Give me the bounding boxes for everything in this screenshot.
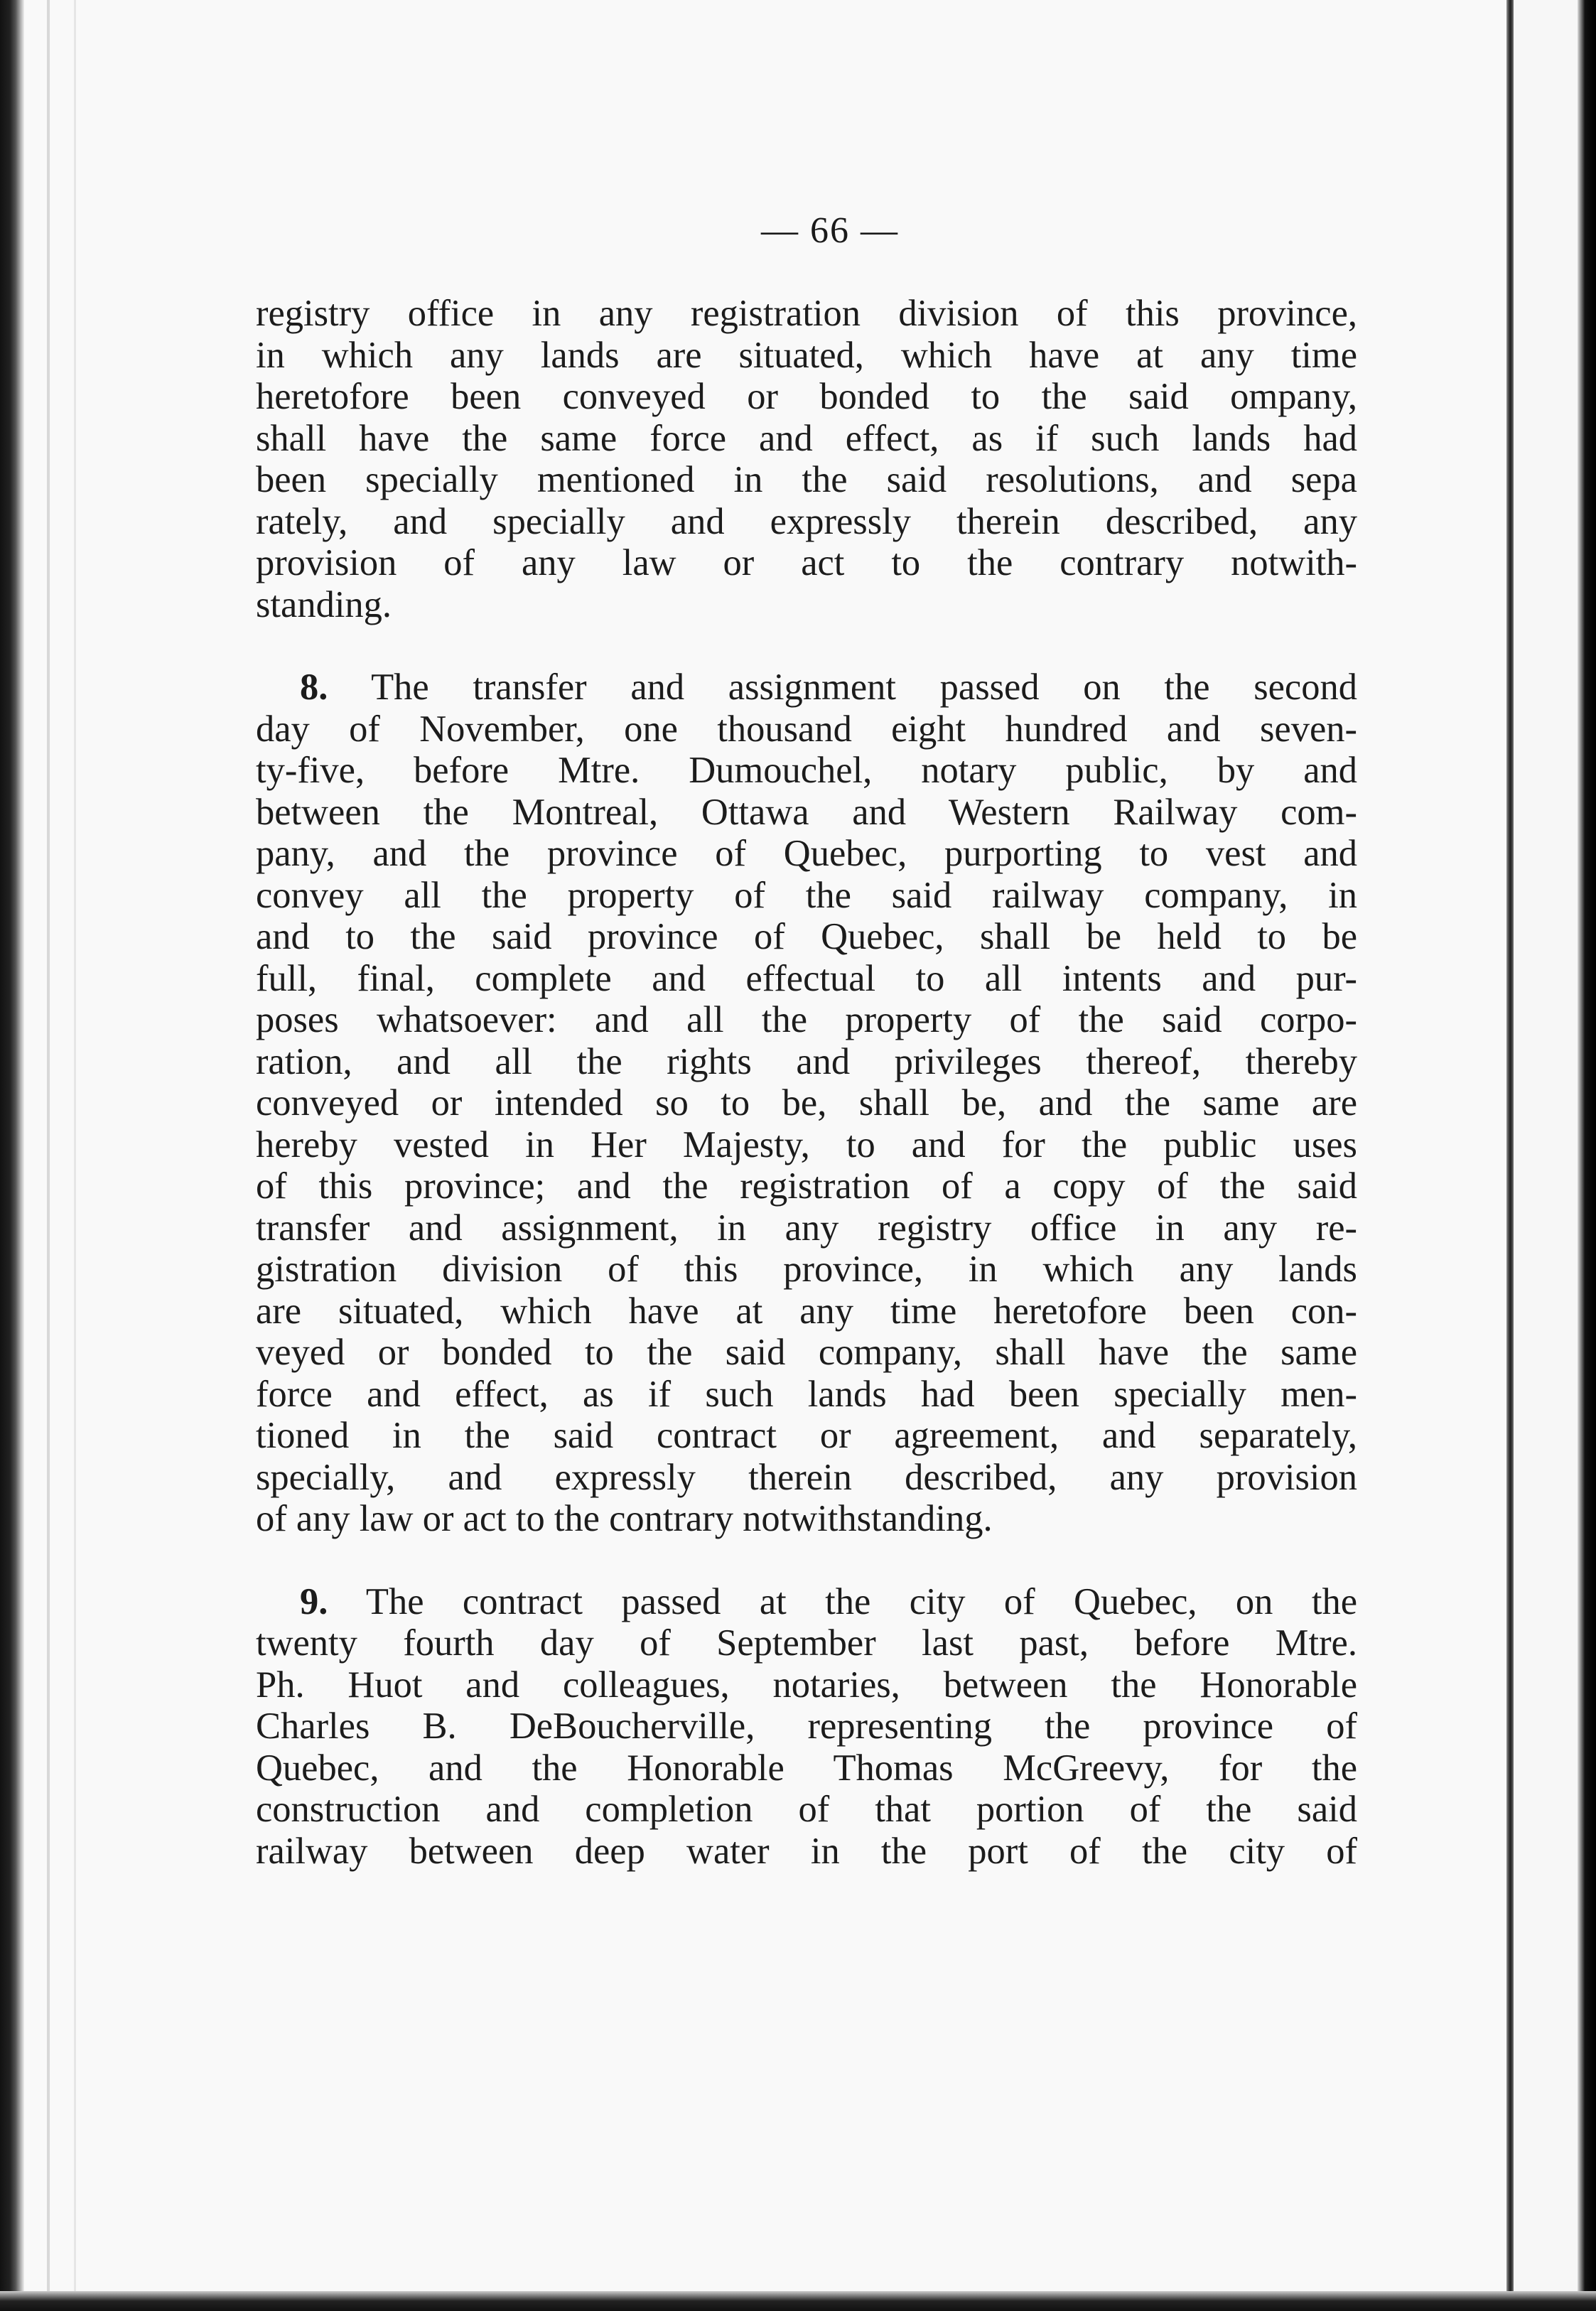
text-line: Quebec, and the Honorable Thomas McGreevy, for the <box>256 1747 1357 1789</box>
text-line: been specially mentioned in the said resolutions, and sepa <box>256 459 1357 500</box>
text-line: specially, and expressly therein described, any provision <box>256 1456 1357 1498</box>
text-line: hereby vested in Her Majesty, to and for the public uses <box>256 1124 1357 1165</box>
bottom-edge <box>0 2291 1596 2311</box>
section-number: 9. <box>300 1580 328 1622</box>
text-line: between the Montreal, Ottawa and Western Railway com- <box>256 791 1357 833</box>
text-line: gistration division of this province, in which any lands <box>256 1249 1357 1290</box>
text-line: pany, and the province of Quebec, purporting to vest and <box>256 833 1357 874</box>
text-line: twenty fourth day of September last past, before Mtre. <box>256 1622 1357 1664</box>
text-line: Charles B. DeBoucherville, representing the province of <box>256 1706 1357 1747</box>
page-edge-line <box>74 0 76 2311</box>
text-line: force and effect, as if such lands had been specially men- <box>256 1373 1357 1415</box>
text-line: Ph. Huot and colleagues, notaries, between the Honorable <box>256 1664 1357 1706</box>
body-text <box>256 293 1357 1872</box>
page-fold <box>1506 0 1514 2311</box>
text-line: and to the said province of Quebec, shall be held to be <box>256 916 1357 957</box>
page-edge-line <box>47 0 50 2311</box>
text-line: rately, and specially and expressly therein described, any <box>256 500 1357 542</box>
text-line: day of November, one thousand eight hundred and seven- <box>256 708 1357 750</box>
text-line: railway between deep water in the port of the city of <box>256 1830 1357 1872</box>
binding-edge <box>0 0 24 2311</box>
text-line: registry office in any registration division of this province, <box>256 293 1357 334</box>
right-edge <box>1578 0 1596 2311</box>
paragraph-gap <box>256 1540 1357 1581</box>
text-line: in which any lands are situated, which have at any time <box>256 334 1357 376</box>
text-line: veyed or bonded to the said company, shall have the same <box>256 1332 1357 1373</box>
section-number: 8. <box>300 667 328 708</box>
text-line: ty-five, before Mtre. Dumouchel, notary public, by and <box>256 750 1357 791</box>
text-line: shall have the same force and effect, as if such lands had <box>256 417 1357 459</box>
text-line: tioned in the said contract or agreement, and separately, <box>256 1415 1357 1456</box>
paragraph-gap <box>256 625 1357 667</box>
text-line: heretofore been conveyed or bonded to the said ompany, <box>256 376 1357 417</box>
page-number: — 66 — <box>761 210 899 251</box>
text-line: conveyed or intended so to be, shall be, and the same are <box>256 1082 1357 1124</box>
text-line: construction and completion of that portion of the said <box>256 1789 1357 1830</box>
text-line: standing. <box>256 583 392 625</box>
text-line: full, final, complete and effectual to all intents and pur- <box>256 957 1357 999</box>
section-first-line <box>256 667 1357 709</box>
text-line: of this province; and the registration of a copy of the said <box>256 1165 1357 1207</box>
text-line: transfer and assignment, in any registry office in any re- <box>256 1207 1357 1249</box>
text-line: The contract passed at the city of Quebec, on the <box>365 1580 1357 1622</box>
text-line: of any law or act to the contrary notwithstanding. <box>256 1498 993 1539</box>
text-line: poses whatsoever: and all the property of the said corpo- <box>256 999 1357 1040</box>
section-first-line <box>256 1581 1357 1623</box>
text-line: are situated, which have at any time heretofore been con- <box>256 1290 1357 1332</box>
text-line: provision of any law or act to the contrary notwith- <box>256 542 1357 583</box>
text-line: convey all the property of the said railway company, in <box>256 874 1357 916</box>
text-line: The transfer and assignment passed on the second <box>371 667 1357 708</box>
text-line: ration, and all the rights and privileges thereof, thereby <box>256 1040 1357 1082</box>
